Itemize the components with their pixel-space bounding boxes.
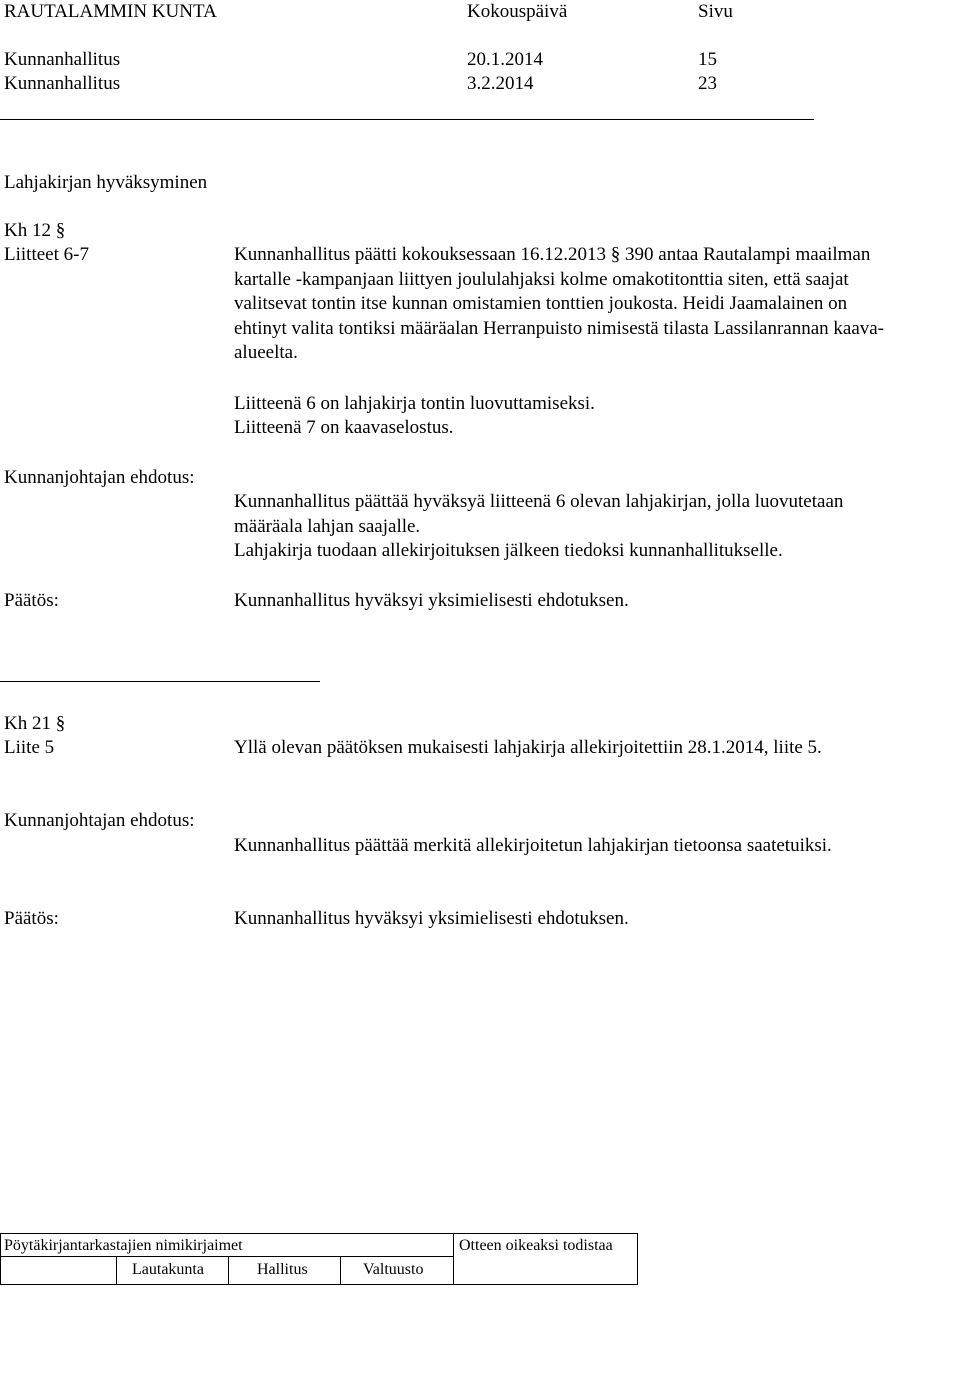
- signature-col-lautakunta: Lautakunta: [132, 1261, 204, 1278]
- header-date-1: 20.1.2014: [467, 49, 543, 70]
- document-title: Lahjakirjan hyväksyminen: [4, 172, 208, 193]
- certification-box: [454, 1233, 638, 1285]
- section2-kh: Kh 21 §: [4, 713, 66, 734]
- signature-col-hallitus: Hallitus: [257, 1261, 308, 1278]
- section1-decision: Kunnanhallitus hyväksyi yksimielisesti ehdotuksen.: [234, 590, 629, 611]
- section1-attachment-6: Liitteenä 6 on lahjakirja tontin luovuttamiseksi.: [234, 393, 595, 414]
- meeting-date-label: Kokouspäivä: [467, 1, 568, 22]
- header-date-2: 3.2.2014: [467, 73, 534, 94]
- section2-attachment: Liite 5: [4, 737, 55, 758]
- section1-kh: Kh 12 §: [4, 220, 66, 241]
- signature-col-valtuusto: Valtuusto: [363, 1261, 424, 1278]
- section2-decision-label: Päätös:: [4, 908, 59, 929]
- signature-col-divider-3: [340, 1256, 341, 1285]
- section1-description: Kunnanhallitus päätti kokouksessaan 16.12.2013 § 390 antaa Rautalampi maailman kartalle -kampanjaan liittyen joululahjaksi kolme omakotitonttia siten, että saajat valitsevat tontin itse kunnan omistamien tonttien joukosta. Heidi Jaamalainen on ehtinyt valita tontiksi määräalan Herranpuisto nimisestä tilasta Lassilanrannan kaava-alueelta.: [234, 244, 885, 363]
- section1-proposal: Kunnanhallitus päättää hyväksyä liitteenä 6 olevan lahjakirjan, jolla luovutetaan määräala lahjan saajalle.: [234, 491, 844, 537]
- signature-col-divider-2: [228, 1256, 229, 1285]
- section2-decision: Kunnanhallitus hyväksyi yksimielisesti ehdotuksen.: [234, 908, 629, 929]
- section1-proposal-label: Kunnanjohtajan ehdotus:: [4, 467, 195, 488]
- header-body-2: Kunnanhallitus: [4, 73, 121, 94]
- section1-decision-label: Päätös:: [4, 590, 59, 611]
- signature-col-divider-1: [116, 1256, 117, 1285]
- section1-attachment-7: Liitteenä 7 on kaavaselostus.: [234, 417, 454, 438]
- section2-proposal: Kunnanhallitus päättää merkitä allekirjoitetun lahjakirjan tietoonsa saatetuiksi.: [234, 835, 832, 856]
- certified-label: Otteen oikeaksi todistaa: [459, 1237, 613, 1254]
- page-label: Sivu: [698, 1, 733, 22]
- section2-description: Yllä olevan päätöksen mukaisesti lahjakirja allekirjoitettiin 28.1.2014, liite 5.: [234, 737, 822, 758]
- signatures-label: Pöytäkirjantarkastajien nimikirjaimet: [4, 1237, 243, 1254]
- section-divider: [0, 681, 320, 682]
- signature-box: [0, 1233, 454, 1285]
- section1-attachments: Liitteet 6-7: [4, 244, 89, 265]
- section1-proposal-line2: Lahjakirja tuodaan allekirjoituksen jälkeen tiedoksi kunnanhallitukselle.: [234, 540, 783, 561]
- header-page-1: 15: [698, 49, 717, 70]
- header-page-2: 23: [698, 73, 717, 94]
- organization-name: RAUTALAMMIN KUNTA: [4, 1, 217, 22]
- header-body-1: Kunnanhallitus: [4, 49, 121, 70]
- section2-proposal-label: Kunnanjohtajan ehdotus:: [4, 810, 195, 831]
- header-divider: [0, 119, 814, 120]
